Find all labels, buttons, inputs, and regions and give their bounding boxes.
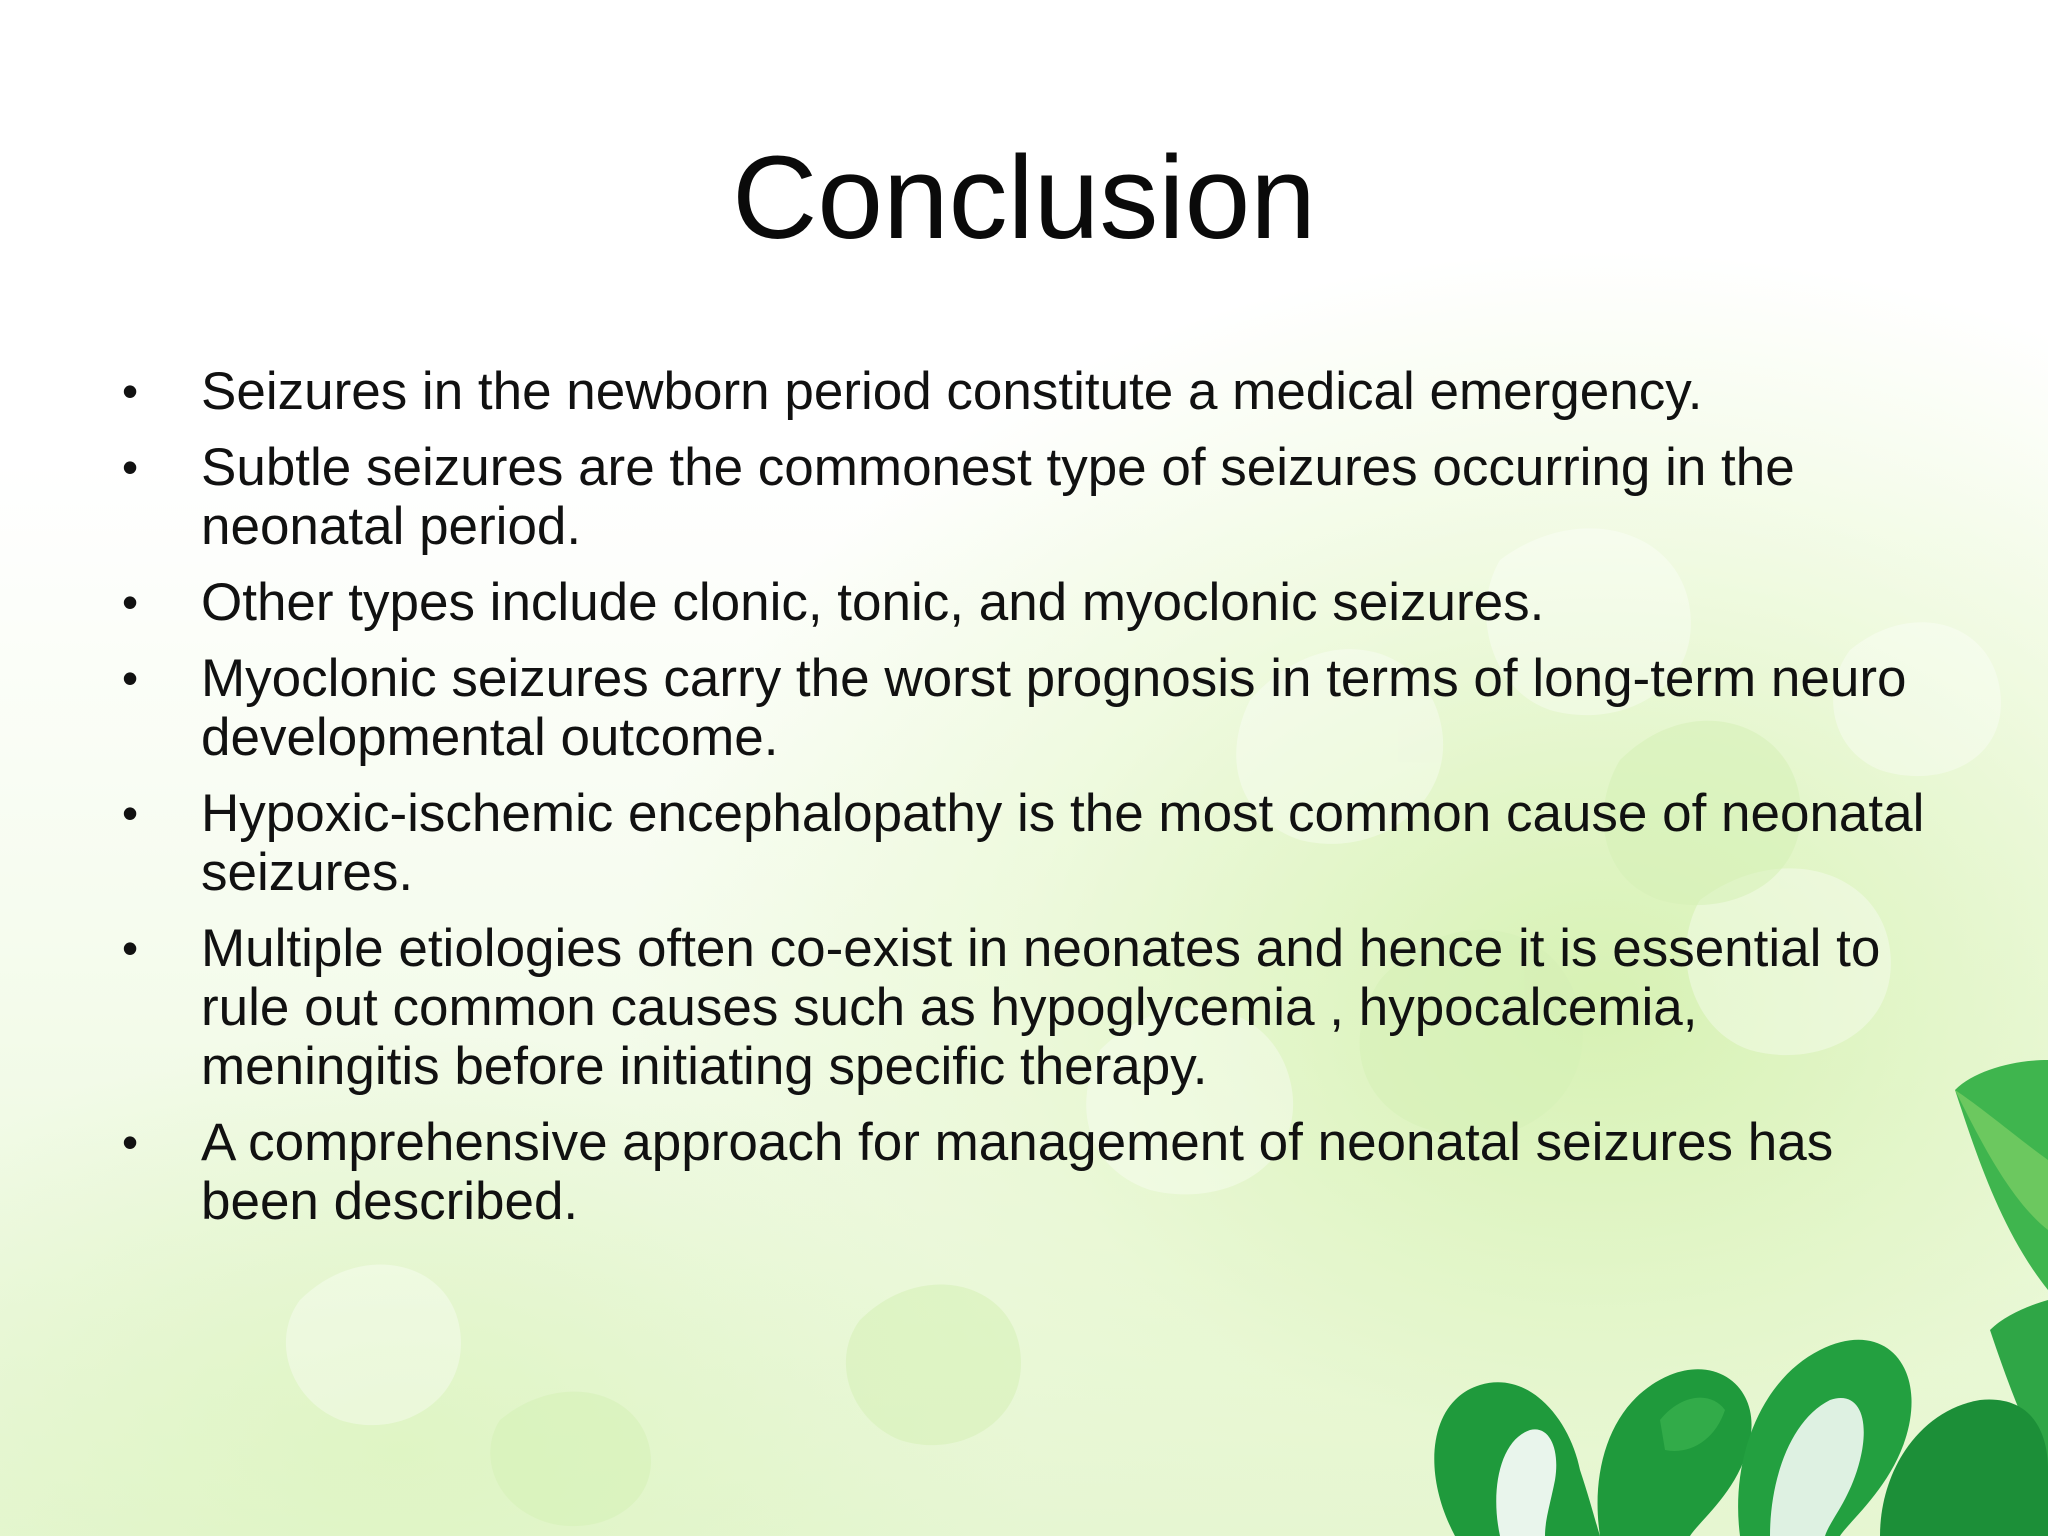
bullet-text: Seizures in the newborn period constitute a medical emergency.	[201, 362, 1703, 421]
list-item	[120, 784, 1940, 902]
leaf-shape	[1598, 1369, 1752, 1536]
list-item	[120, 1113, 1940, 1231]
bullet-icon: •	[122, 365, 139, 417]
list-item	[120, 438, 1940, 556]
bullet-icon: •	[122, 576, 139, 628]
bullet-list	[120, 362, 1940, 1248]
bullet-text: A comprehensive approach for management of neonatal seizures has been described.	[201, 1113, 1834, 1231]
bullet-icon: •	[122, 1116, 139, 1168]
list-item	[120, 573, 1940, 632]
list-item	[120, 649, 1940, 767]
bullet-icon: •	[122, 922, 139, 974]
slide-title: Conclusion	[732, 132, 1316, 264]
bullet-text: Subtle seizures are the commonest type of seizures occurring in the neonatal period.	[201, 438, 1795, 556]
bullet-text: Hypoxic-ischemic encephalopathy is the most common cause of neonatal seizures.	[201, 784, 1925, 902]
bullet-icon: •	[122, 441, 139, 493]
bullet-text: Myoclonic seizures carry the worst prognosis in terms of long-term neuro developmental outcome.	[201, 649, 1907, 767]
bullet-icon: •	[122, 787, 139, 839]
bullet-text: Multiple etiologies often co-exist in neonates and hence it is essential to rule out common causes such as hypoglycemia , hypocalcemia, meningitis before initiating specific therapy.	[201, 919, 1881, 1096]
bullet-text: Other types include clonic, tonic, and myoclonic seizures.	[201, 573, 1545, 632]
bullet-icon: •	[122, 652, 139, 704]
list-item	[120, 362, 1940, 421]
list-item	[120, 919, 1940, 1096]
